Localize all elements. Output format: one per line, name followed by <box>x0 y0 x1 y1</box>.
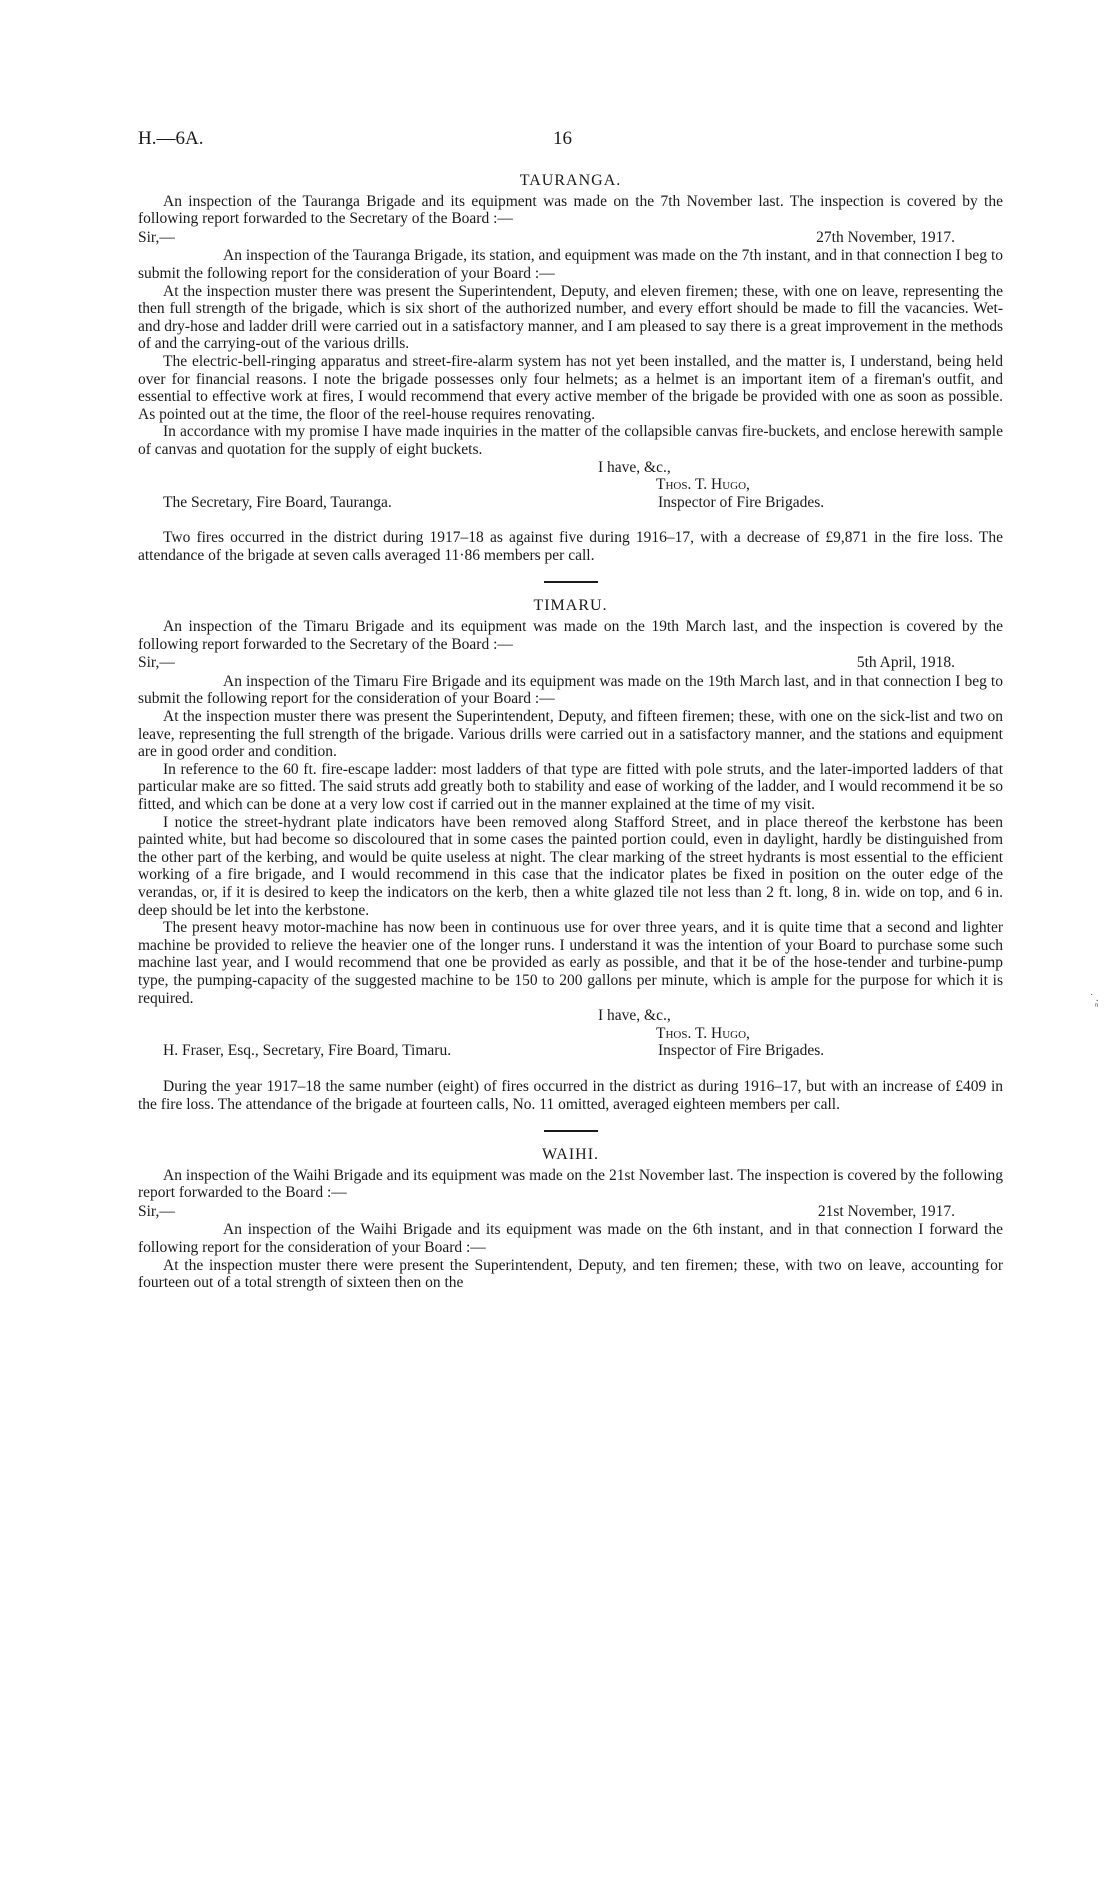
addressee: The Secretary, Fire Board, Tauranga. <box>163 493 392 511</box>
waihi-section <box>138 1146 1003 1292</box>
closing: I have, &c., <box>598 458 671 476</box>
document-page <box>138 130 1003 1292</box>
letter-date: 27th November, 1917. <box>816 228 955 246</box>
closing: I have, &c., <box>598 1007 671 1025</box>
margin-mark: ˙ . ⁿ <box>1090 993 1099 1012</box>
page-number: 16 <box>553 128 572 149</box>
report-paragraph: An inspection of the Timaru Fire Brigade and its equipment was made on the 19th March last, and in that connection I beg to submit the following report for the consideration of your Board :— <box>138 672 1003 708</box>
signature: Thos. T. Hugo, <box>656 476 750 494</box>
section-title: WAIHI. <box>541 1146 600 1164</box>
letter-date: 5th April, 1918. <box>856 654 955 672</box>
intro-paragraph: An inspection of the Timaru Brigade and its equipment was made on the 19th March last, and the inspection is covered by the following report forwarded to the Secretary of the Board :— <box>138 618 1003 653</box>
report-paragraph: At the inspection muster there was present the Superintendent, Deputy, and fifteen firemen; these, with one on the sick-list and two on leave, representing the full strength of the brigade. Various drills were carried out in a satisfactory manner, and the stations and equipment are in good order and condition. <box>138 708 1003 761</box>
section-divider <box>544 581 598 583</box>
tauranga-section <box>138 172 1003 564</box>
intro-paragraph: An inspection of the Tauranga Brigade and its equipment was made on the 7th November last. The inspection is covered by the following report forwarded to the Secretary of the Board :— <box>138 192 1003 228</box>
salutation: Sir,— <box>138 654 175 672</box>
report-paragraph: The electric-bell-ringing apparatus and street-fire-alarm system has not yet been installed, and the matter is, I understand, being held over for financial reasons. I note the brigade possesses only four helmets; as a helmet is an important item of a fireman's outfit, and essential to effective work at fires, I would recommend that every active member of the brigade be provided with one as soon as possible. As pointed out at the time, the floor of the reel-house requires renovating. <box>138 352 1003 423</box>
summary-paragraph: Two fires occurred in the district during 1917–18 as against five during 1916–17, with a decrease of £9,871 in the fire loss. The attendance of the brigade at seven calls averaged 11·86 members per call. <box>138 529 1003 564</box>
section-title: TAURANGA. <box>519 172 622 189</box>
inspector-title: Inspector of Fire Brigades. <box>658 1042 825 1060</box>
salutation: Sir,— <box>138 1202 175 1220</box>
salutation-row <box>138 654 1003 672</box>
signature: Thos. T. Hugo, <box>656 1024 750 1042</box>
report-paragraph: I notice the street-hydrant plate indicators have been removed along Stafford Street, and in place thereof the kerbstone has been painted white, but had become so discoloured that in some cases the painted portion could, even in daylight, hardly be distinguished from the other part of the kerbing, and would be quite useless at night. The clear marking of the street hydrants is most essential to the efficient working of a fire brigade, and I would recommend in this case that the indicator plates be fixed in position on the outer edge of the verandas, or, if it is desired to keep the indicators on the kerb, then a white glazed tile not less than 2 ft. long, 8 in. wide on top, and 6 in. deep should be let into the kerbstone. <box>138 813 1003 919</box>
timaru-section <box>138 597 1003 1113</box>
report-paragraph: An inspection of the Tauranga Brigade, its station, and equipment was made on the 7th instant, and in that connection I beg to submit the following report for the consideration of your Board :— <box>138 247 1003 282</box>
page-header <box>138 130 1003 156</box>
signature-row <box>138 494 1003 512</box>
salutation-row <box>138 1203 1003 1221</box>
report-paragraph: The present heavy motor-machine has now been in continuous use for over three years, and it is quite time that a second and lighter machine be provided to relieve the heavier one of the longer runs. I understand it was the intention of your Board to purchase some such machine last year, and I would recommend that one be provided as early as possible, and that it be of the hose-tender and turbine-pump type, the pumping-capacity of the suggested machine to be 150 to 200 gallons per minute, which is ample for the purpose for which it is required. <box>138 919 1003 1007</box>
report-paragraph: An inspection of the Waihi Brigade and its equipment was made on the 6th instant, and in that connection I forward the following report for the consideration of your Board :— <box>138 1221 1003 1257</box>
salutation-row <box>138 229 1003 247</box>
report-paragraph: In reference to the 60 ft. fire-escape ladder: most ladders of that type are fitted with pole struts, and the later-imported ladders of that particular make are so fitted. The said struts add greatly both to stability and ease of working of the ladder, and I would recommend it be so fitted, and which can be done at a very low cost if carried out in the manner explained at the time of my visit. <box>138 760 1003 813</box>
intro-paragraph: An inspection of the Waihi Brigade and its equipment was made on the 21st November last. The inspection is covered by the following report forwarded to the Board :— <box>138 1166 1003 1202</box>
signature-row <box>138 1042 1003 1060</box>
salutation: Sir,— <box>138 228 175 246</box>
section-divider <box>544 1130 598 1132</box>
section-title: TIMARU. <box>533 597 608 615</box>
report-paragraph: At the inspection muster there was present the Superintendent, Deputy, and eleven firemen; these, with one on leave, representing the then full strength of the brigade, which is six short of the authorized number, and every effort should be made to fill the vacancies. Wet- and dry-hose and ladder drill were carried out in a satisfactory manner, and I am pleased to say there is a great improvement in the methods of and the carrying-out of the various drills. <box>138 282 1003 353</box>
report-reference: H.—6A. <box>138 128 204 149</box>
report-paragraph: At the inspection muster there were present the Superintendent, Deputy, and ten firemen; these, with two on leave, accounting for fourteen out of a total strength of sixteen then on the <box>138 1256 1003 1292</box>
addressee: H. Fraser, Esq., Secretary, Fire Board, Timaru. <box>163 1042 452 1060</box>
report-paragraph: In accordance with my promise I have made inquiries in the matter of the collapsible canvas fire-buckets, and enclose herewith sample of canvas and quotation for the supply of eight buckets. <box>138 423 1003 458</box>
inspector-title: Inspector of Fire Brigades. <box>658 493 825 511</box>
letter-date: 21st November, 1917. <box>817 1202 955 1220</box>
summary-paragraph: During the year 1917–18 the same number (eight) of fires occurred in the district as during 1916–17, but with an increase of £409 in the fire loss. The attendance of the brigade at fourteen calls, No. 11 omitted, averaged eighteen members per call. <box>138 1077 1003 1113</box>
